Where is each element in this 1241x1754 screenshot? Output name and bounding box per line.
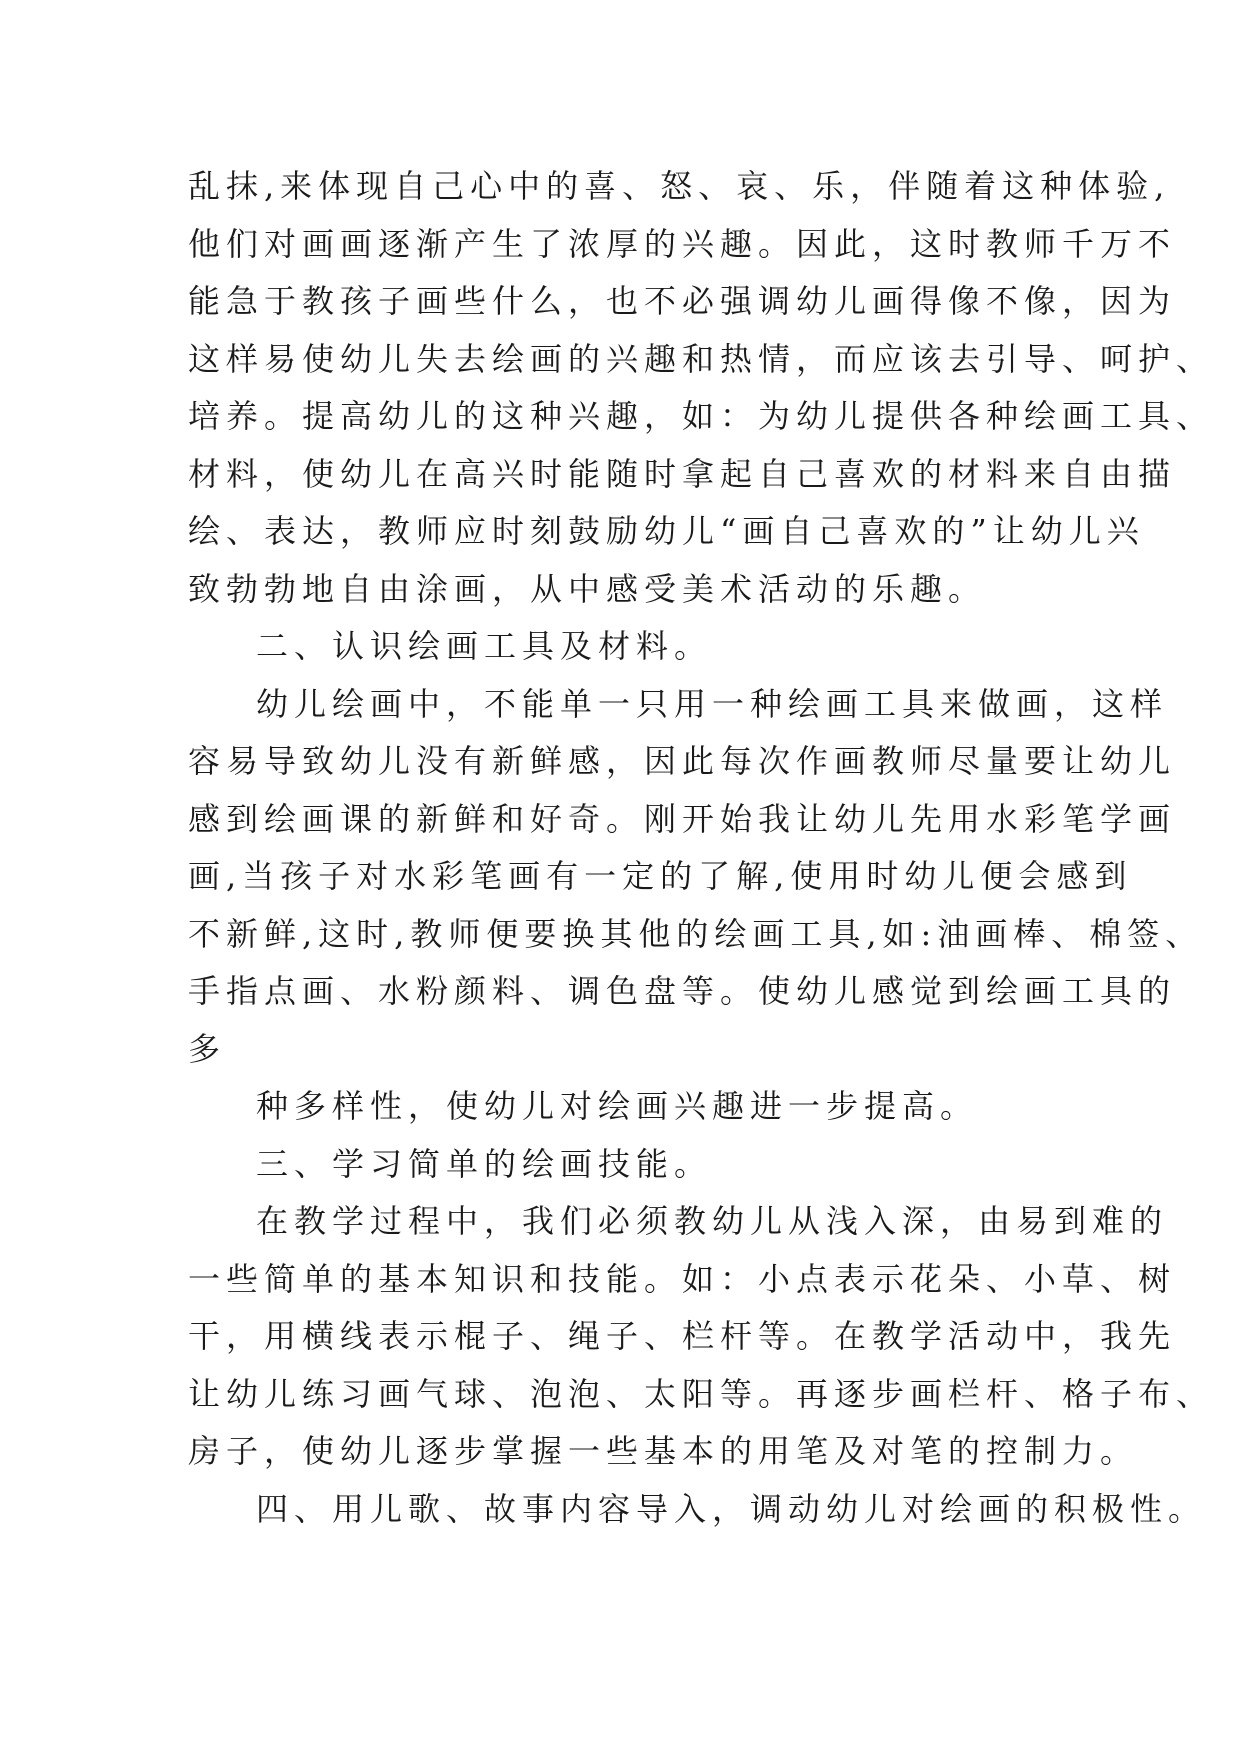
section-heading: 四、用儿歌、故事内容导入，调动幼儿对绘画的积极性。	[256, 1489, 1207, 1528]
section-heading: 三、学习简单的绘画技能。	[256, 1144, 713, 1183]
text-line: 致勃勃地自由涂画，从中感受美术活动的乐趣。	[188, 569, 987, 608]
text-line: 手指点画、水粉颜料、调色盘等。使幼儿感觉到绘画工具的	[188, 972, 1177, 1010]
section-heading: 二、认识绘画工具及材料。	[256, 627, 713, 665]
text-line: 一些简单的基本知识和技能。如：小点表示花朵、小草、树	[188, 1259, 1177, 1298]
text-line: 感到绘画课的新鲜和好奇。刚开始我让幼儿先用水彩笔学画	[188, 799, 1177, 838]
text-line: 房子，使幼儿逐步掌握一些基本的用笔及对笔的控制力。	[188, 1432, 1139, 1470]
text-line: 幼儿绘画中，不能单一只用一种绘画工具来做画，这样	[256, 684, 1169, 723]
text-line: 让幼儿练习画气球、泡泡、太阳等。再逐步画栏杆、格子布、	[188, 1374, 1215, 1413]
text-line: 种多样性，使幼儿对绘画兴趣进一步提高。	[256, 1087, 979, 1125]
text-line: 这样易使幼儿失去绘画的兴趣和热情，而应该去引导、呵护、	[188, 339, 1215, 378]
document-body	[188, 158, 1215, 1538]
text-line: 他们对画画逐渐产生了浓厚的兴趣。因此，这时教师千万不	[188, 224, 1177, 263]
text-line: 能急于教孩子画些什么，也不必强调幼儿画得像不像，因为	[188, 282, 1177, 320]
text-line: 多	[188, 1029, 227, 1068]
text-line: 培养。提高幼儿的这种兴趣，如：为幼儿提供各种绘画工具、	[188, 397, 1215, 435]
text-line: 干，用横线表示棍子、绳子、栏杆等。在教学活动中，我先	[188, 1317, 1177, 1355]
text-line: 在教学过程中，我们必须教幼儿从浅入深，由易到难的	[256, 1202, 1169, 1240]
text-line: 容易导致幼儿没有新鲜感，因此每次作画教师尽量要让幼儿	[188, 742, 1177, 780]
text-line: 不新鲜,这时,教师便要换其他的绘画工具,如:油画棒、棉签、	[188, 914, 1204, 953]
text-line: 材料，使幼儿在高兴时能随时拿起自己喜欢的材料来自由描	[188, 454, 1177, 493]
text-line: 乱抹,来体现自己心中的喜、怒、哀、乐，伴随着这种体验,	[188, 167, 1171, 205]
text-line: 画,当孩子对水彩笔画有一定的了解,使用时幼儿便会感到	[188, 857, 1133, 895]
text-line: 绘、表达，教师应时刻鼓励幼儿“画自己喜欢的”让幼儿兴	[188, 512, 1145, 550]
